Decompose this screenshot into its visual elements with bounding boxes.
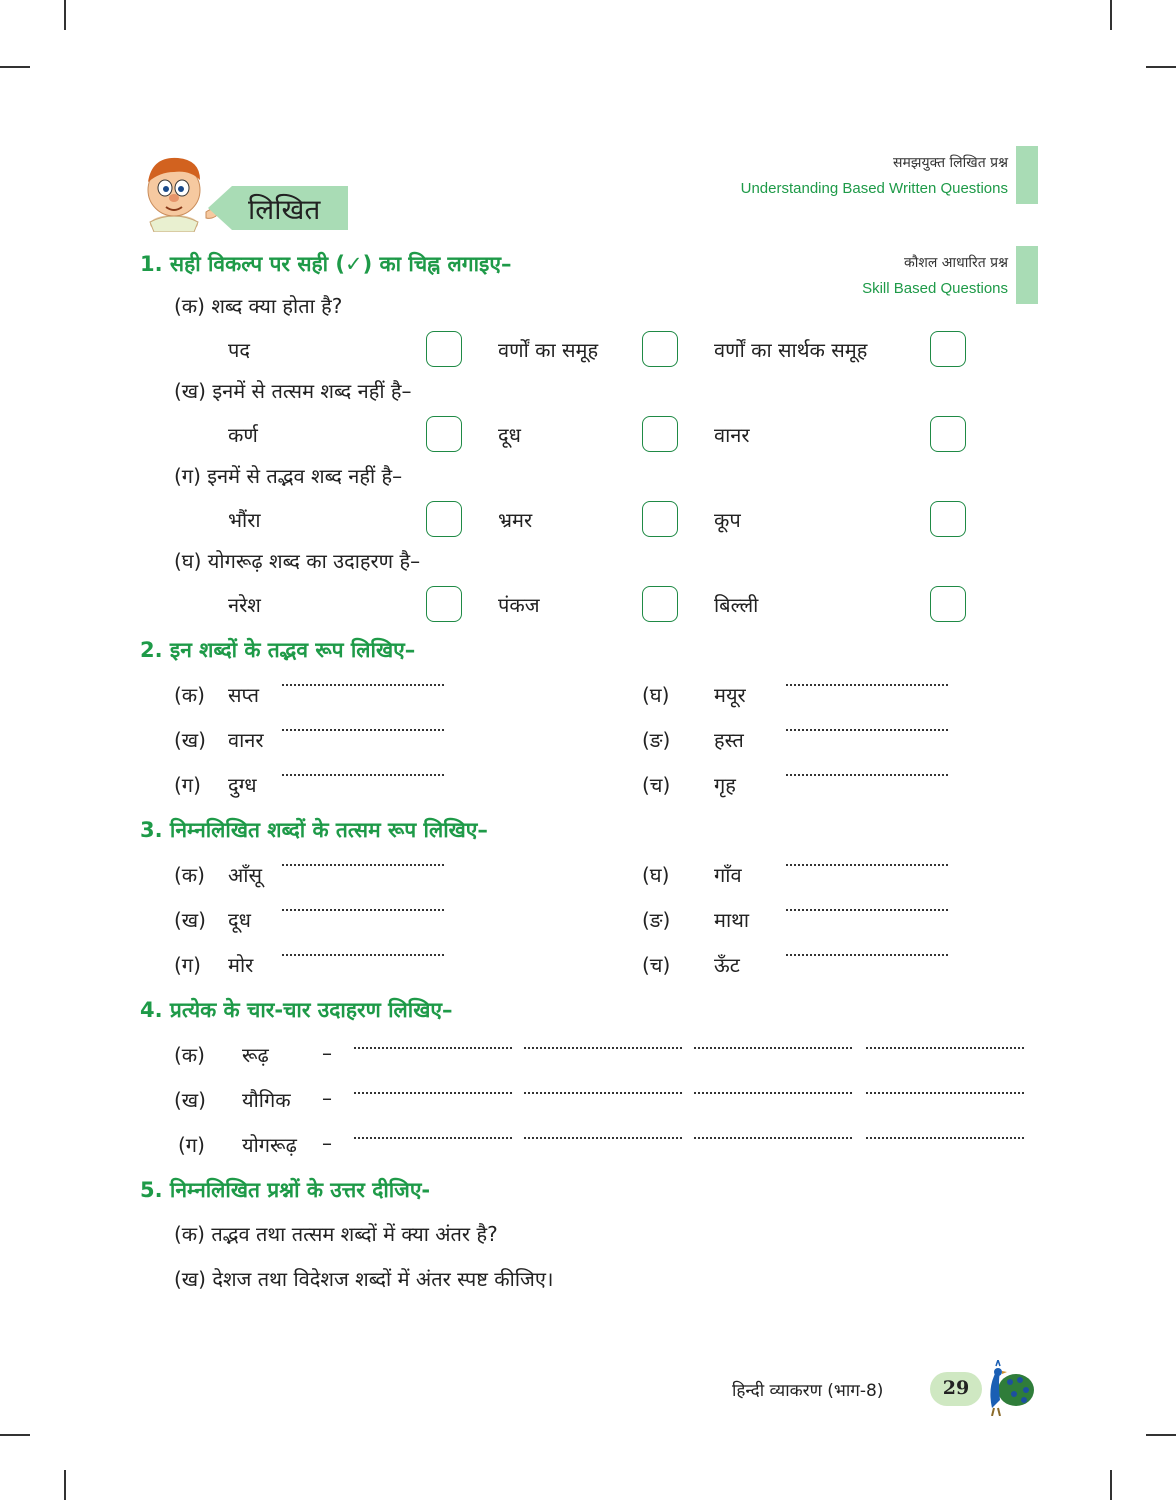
answer-line[interactable] — [524, 1047, 682, 1049]
answer-line[interactable] — [524, 1137, 682, 1139]
crop-mark — [0, 66, 30, 68]
q1-part-c-option-1: भौंरा — [228, 508, 261, 532]
q1-part-c-question: (ग) इनमें से तद्भव शब्द नहीं है– — [174, 464, 403, 488]
peacock-icon — [978, 1360, 1036, 1416]
understanding-tag-hindi: समझयुक्त लिखित प्रश्न — [893, 155, 1008, 171]
q2-right-word: मयूर — [714, 683, 746, 707]
answer-line[interactable] — [786, 954, 948, 956]
q3-left-label: (ग) — [174, 953, 201, 977]
q1-part-c-checkbox-3[interactable] — [930, 501, 966, 537]
q3-left-word: दूध — [228, 908, 251, 932]
written-badge-label: लिखित — [248, 193, 321, 226]
answer-line[interactable] — [282, 684, 444, 686]
q1-part-d-checkbox-3[interactable] — [930, 586, 966, 622]
q1-part-b-question: (ख) इनमें से तत्सम शब्द नहीं है– — [174, 379, 412, 403]
q1-part-a-checkbox-1[interactable] — [426, 331, 462, 367]
q3-right-word: ऊँट — [714, 953, 740, 977]
q2-left-word: वानर — [228, 728, 264, 752]
q2-left-word: सप्त — [228, 683, 260, 707]
q4-dash: – — [322, 1086, 332, 1110]
q2-right-word: हस्त — [714, 728, 744, 752]
q1-part-d-option-1: नरेश — [228, 593, 261, 617]
q3-title: 3. निम्नलिखित शब्दों के तत्सम रूप लिखिए– — [140, 818, 488, 842]
answer-line[interactable] — [282, 909, 444, 911]
q2-right-label: (घ) — [642, 683, 670, 707]
q1-part-a-option-1: पद — [228, 338, 250, 362]
q1-part-a-question: (क) शब्द क्या होता है? — [174, 294, 343, 318]
q1-part-c-option-3: कूप — [714, 508, 741, 532]
answer-line[interactable] — [694, 1137, 852, 1139]
q1-part-a-checkbox-3[interactable] — [930, 331, 966, 367]
q2-right-word: गृह — [714, 773, 736, 797]
q1-part-c-checkbox-1[interactable] — [426, 501, 462, 537]
q4-row-label: (ग) — [178, 1133, 205, 1157]
page-number: 29 — [942, 1377, 970, 1399]
answer-line[interactable] — [694, 1092, 852, 1094]
answer-line[interactable] — [282, 864, 444, 866]
q4-row-label: (क) — [174, 1043, 205, 1067]
crop-mark — [64, 0, 66, 30]
q1-title: 1. सही विकल्प पर सही (✓) का चिह्न लगाइए– — [140, 252, 512, 276]
q2-title: 2. इन शब्दों के तद्भव रूप लिखिए– — [140, 638, 416, 662]
q5-item: (क) तद्भव तथा तत्सम शब्दों में क्या अंतर है? — [174, 1222, 498, 1246]
q1-part-a-option-3: वर्णों का सार्थक समूह — [714, 338, 868, 362]
book-title: हिन्दी व्याकरण (भाग-8) — [732, 1381, 884, 1401]
q2-left-label: (ग) — [174, 773, 201, 797]
q5-item: (ख) देशज तथा विदेशज शब्दों में अंतर स्पष्ट कीजिए। — [174, 1267, 554, 1291]
answer-line[interactable] — [786, 909, 948, 911]
q1-part-c-checkbox-2[interactable] — [642, 501, 678, 537]
crop-mark — [1146, 1434, 1176, 1436]
q4-dash: – — [322, 1131, 332, 1155]
q1-part-d-option-2: पंकज — [498, 593, 540, 617]
q4-row-word: रूढ़ — [242, 1043, 269, 1067]
q5-title: 5. निम्नलिखित प्रश्नों के उत्तर दीजिए- — [140, 1178, 431, 1202]
q3-right-label: (च) — [642, 953, 671, 977]
answer-line[interactable] — [524, 1092, 682, 1094]
answer-line[interactable] — [282, 954, 444, 956]
q1-part-a-checkbox-2[interactable] — [642, 331, 678, 367]
answer-line[interactable] — [866, 1092, 1024, 1094]
q1-part-b-checkbox-2[interactable] — [642, 416, 678, 452]
answer-line[interactable] — [694, 1047, 852, 1049]
q1-part-a-option-2: वर्णों का समूह — [498, 338, 599, 362]
crop-mark — [1146, 66, 1176, 68]
q4-dash: – — [322, 1041, 332, 1065]
answer-line[interactable] — [354, 1047, 512, 1049]
answer-line[interactable] — [354, 1137, 512, 1139]
q4-row-label: (ख) — [174, 1088, 206, 1112]
q4-row-word: योगरूढ़ — [242, 1133, 297, 1157]
crop-mark — [0, 1434, 30, 1436]
answer-line[interactable] — [282, 729, 444, 731]
page-number-pill — [930, 1372, 982, 1406]
q1-part-d-checkbox-2[interactable] — [642, 586, 678, 622]
q3-right-word: गाँव — [714, 863, 742, 887]
q1-part-b-option-2: दूध — [498, 423, 521, 447]
written-badge — [208, 186, 348, 230]
skill-tag-strip — [1016, 246, 1038, 304]
q1-part-c-option-2: भ्रमर — [498, 508, 533, 532]
crop-mark — [1110, 1470, 1112, 1500]
q2-right-label: (च) — [642, 773, 671, 797]
q1-part-d-checkbox-1[interactable] — [426, 586, 462, 622]
q2-left-word: दुग्ध — [228, 773, 257, 797]
answer-line[interactable] — [786, 684, 948, 686]
answer-line[interactable] — [282, 774, 444, 776]
q3-right-label: (घ) — [642, 863, 670, 887]
q2-left-label: (ख) — [174, 728, 206, 752]
q3-left-word: मोर — [228, 953, 254, 977]
crop-mark — [64, 1470, 66, 1500]
answer-line[interactable] — [786, 729, 948, 731]
q3-left-label: (ख) — [174, 908, 206, 932]
answer-line[interactable] — [866, 1137, 1024, 1139]
q4-title: 4. प्रत्येक के चार-चार उदाहरण लिखिए– — [140, 998, 453, 1022]
q1-part-d-question: (घ) योगरूढ़ शब्द का उदाहरण है– — [174, 549, 421, 573]
q2-left-label: (क) — [174, 683, 205, 707]
q1-part-b-option-1: कर्ण — [228, 423, 258, 447]
answer-line[interactable] — [354, 1092, 512, 1094]
answer-line[interactable] — [786, 864, 948, 866]
q4-row-word: यौगिक — [242, 1088, 291, 1112]
answer-line[interactable] — [786, 774, 948, 776]
understanding-tag-english: Understanding Based Written Questions — [740, 180, 1008, 197]
q1-part-d-option-3: बिल्ली — [714, 593, 759, 617]
understanding-tag-strip — [1016, 146, 1038, 204]
q3-left-word: आँसू — [228, 863, 262, 887]
q1-part-b-checkbox-1[interactable] — [426, 416, 462, 452]
q3-right-label: (ङ) — [642, 908, 671, 932]
skill-tag-hindi: कौशल आधारित प्रश्न — [903, 255, 1008, 271]
answer-line[interactable] — [866, 1047, 1024, 1049]
q3-left-label: (क) — [174, 863, 205, 887]
q2-right-label: (ङ) — [642, 728, 671, 752]
skill-tag-english: Skill Based Questions — [862, 280, 1008, 297]
q1-part-b-checkbox-3[interactable] — [930, 416, 966, 452]
q3-right-word: माथा — [714, 908, 750, 932]
q1-part-b-option-3: वानर — [714, 423, 750, 447]
crop-mark — [1110, 0, 1112, 30]
